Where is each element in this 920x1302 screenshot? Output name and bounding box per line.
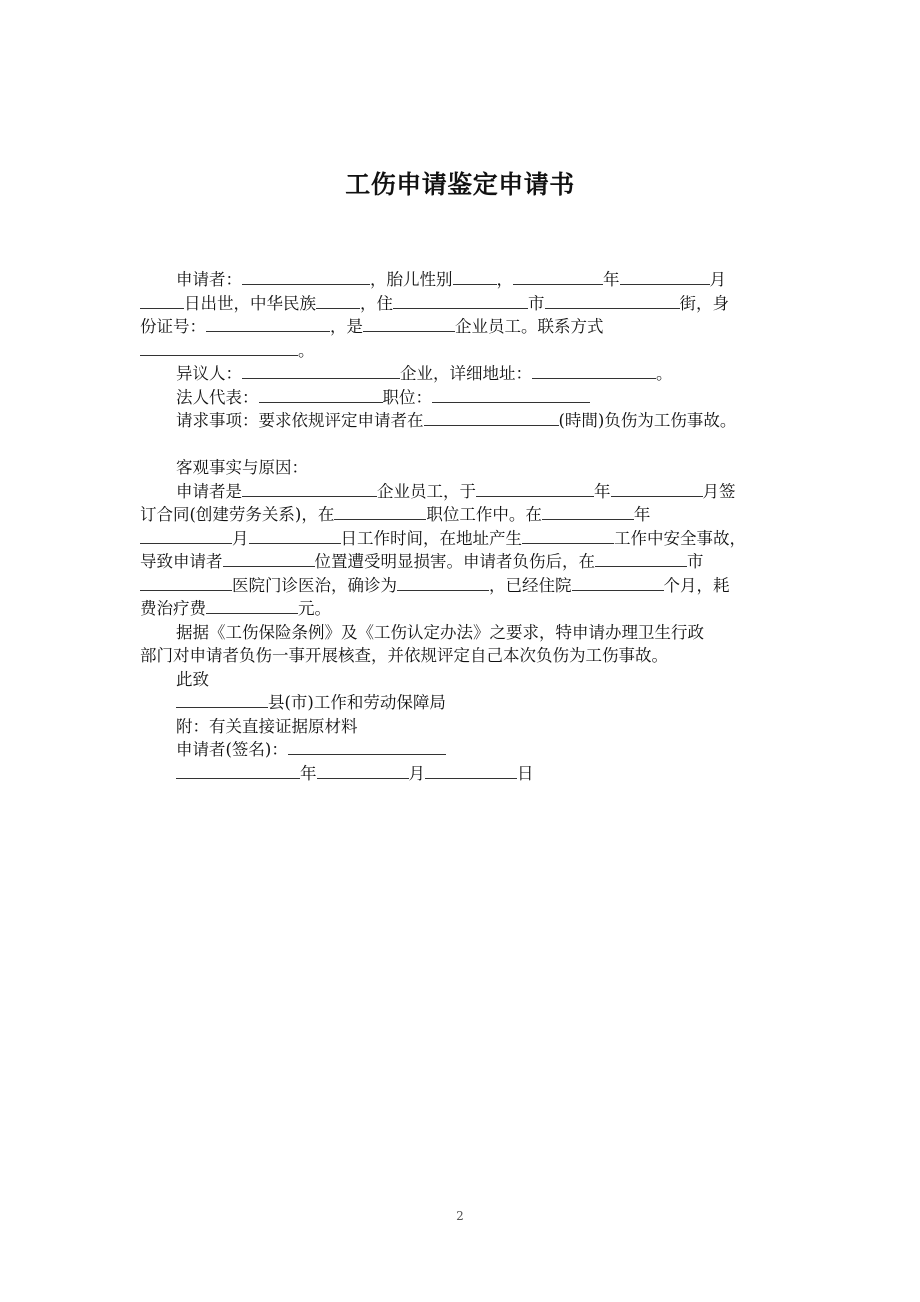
legal-rep-blank (259, 387, 383, 403)
facts-enterprise-blank (242, 481, 377, 497)
hospital-months-blank (572, 575, 664, 591)
applicant-line-4: 。 (140, 339, 780, 363)
closing-to: 此致 (176, 669, 209, 689)
injury-part-blank (223, 551, 315, 567)
facts-line-1: 申请者是 企业员工，于 年 月签 (176, 481, 736, 501)
contract-month-blank (611, 481, 703, 497)
sign-month-blank (317, 763, 409, 779)
signature-line: 申请者(签名)： (140, 738, 780, 762)
request-time-blank (424, 410, 559, 426)
employer-blank (363, 316, 455, 332)
basis-line-1: 据据《工伤保险条例》及《工伤认定办法》之要求，特申请办理卫生行政 (176, 622, 704, 642)
legal-rep-line: 法人代表： 职位： (140, 386, 780, 410)
job-position-blank (334, 504, 426, 520)
basis-line-2: 部门对申请者负伤一事开展核查，并依规评定自己本次负伤为工伤事故。 (140, 646, 668, 665)
facts-line-3: 月 日工作时间，在地址产生 工作中安全事故， (140, 527, 780, 551)
birth-day-blank (140, 293, 184, 309)
document-body (140, 268, 780, 785)
attachment-line: 附：有关直接证据原材料 (176, 716, 358, 736)
facts-line-6: 费治疗费 元。 (140, 599, 331, 618)
hospital-city-blank (595, 551, 687, 567)
objector-blank (242, 363, 400, 379)
applicant-line-1: 申请者： ，胎儿性别 ， 年 月 (176, 270, 726, 289)
accident-location-blank (522, 528, 614, 544)
facts-heading: 客观事实与原因： (176, 458, 308, 477)
city-blank (545, 293, 680, 309)
facts-line-2: 订合同(创建劳务关系)，在 职位工作中。在 年 (140, 505, 651, 524)
date-line: 年 月 日 (140, 762, 780, 786)
applicant-name-blank (242, 269, 370, 285)
treatment-cost-blank (206, 598, 298, 614)
address-blank (532, 363, 656, 379)
contract-year-blank (476, 481, 594, 497)
position-blank (432, 387, 590, 403)
contact-blank (140, 340, 298, 356)
signature-blank (288, 739, 446, 755)
hospital-blank (140, 575, 232, 591)
applicant-label: 申请者： (176, 270, 242, 289)
facts-line-4: 导致申请者 位置遭受明显损害。申请者负伤后，在 市 (140, 552, 704, 571)
facts-line-5: 医院门诊医治，确诊为 ，已经住院 个月，耗 (140, 574, 780, 598)
residence-blank (393, 293, 528, 309)
applicant-line-2: 日出世，中华民族 ，住 市 街，身 (140, 292, 780, 316)
sign-day-blank (425, 763, 517, 779)
diagnosis-blank (397, 575, 489, 591)
bureau-line: 县(市)工作和劳动保障局 (140, 691, 780, 715)
page-number: 2 (456, 1209, 464, 1223)
sign-year-blank (176, 763, 300, 779)
birth-month-blank (620, 269, 710, 285)
county-blank (176, 692, 268, 708)
accident-year-blank (542, 504, 634, 520)
ethnicity-blank (316, 293, 360, 309)
document-title: 工伤申请鉴定申请书 (345, 170, 575, 199)
applicant-line-3: 份证号： ，是 企业员工。联系方式 (140, 317, 604, 336)
request-line: 请求事项：要求依规评定申请者在 (時間)负伤为工伤事故。 (176, 411, 737, 430)
id-number-blank (206, 316, 330, 332)
birth-year-prefix-blank (513, 269, 603, 285)
accident-month-blank (140, 528, 232, 544)
gender-blank (453, 269, 497, 285)
objector-line: 异议人： 企业，详细地址： 。 (176, 364, 673, 383)
accident-day-blank (249, 528, 341, 544)
